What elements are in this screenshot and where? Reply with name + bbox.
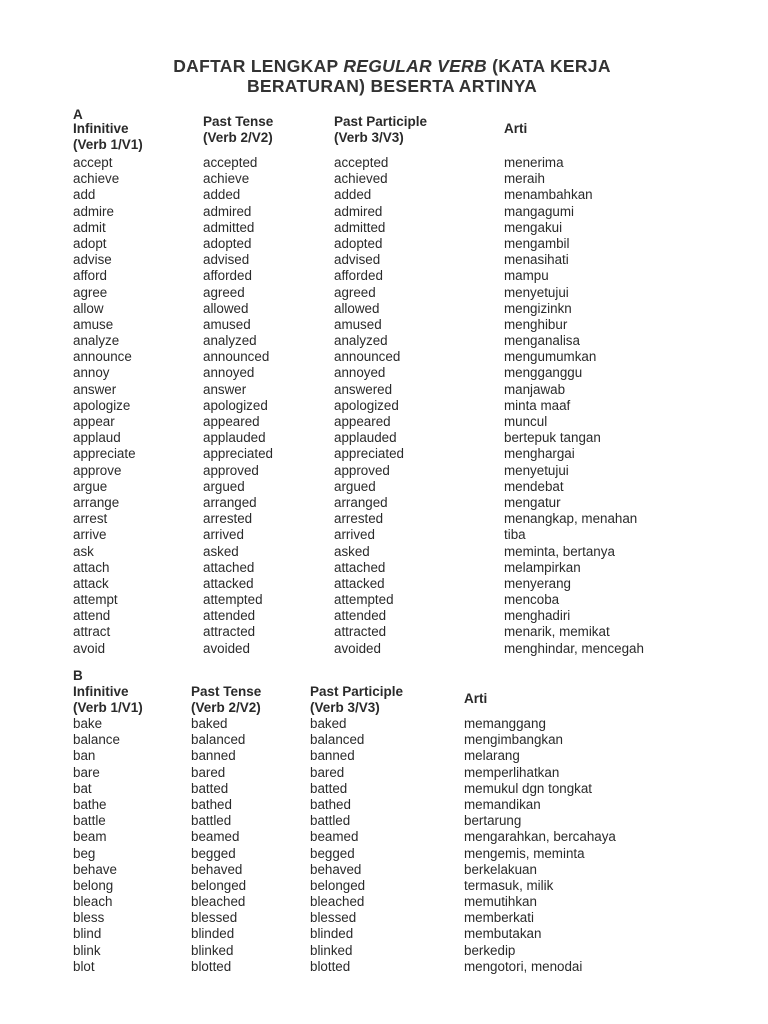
cell-infinitive: applaud — [73, 430, 121, 446]
cell-past-tense: advised — [203, 252, 250, 268]
cell-past-participle: blinked — [310, 942, 353, 958]
header-past-tense: Past Tense (Verb 2/V2) — [191, 684, 262, 715]
cell-past-participle: baked — [310, 716, 347, 731]
cell-past-participle: announced — [334, 349, 401, 365]
cell-arti: memanggang — [464, 716, 546, 731]
cell-past-participle: arrived — [334, 527, 375, 543]
cell-past-participle: behaved — [310, 861, 362, 877]
cell-past-tense: applauded — [203, 430, 266, 446]
cell-arti: mengizinkn — [504, 300, 572, 316]
table-row — [73, 285, 753, 301]
cell-past-participle: blessed — [310, 910, 357, 926]
table-row — [73, 781, 753, 797]
header-infinitive: Infinitive (Verb 1/V1) — [73, 684, 143, 715]
table-row — [73, 463, 753, 479]
table-row — [73, 204, 753, 220]
cell-arti: bertarung — [464, 813, 522, 829]
cell-infinitive: answer — [73, 381, 117, 397]
cell-arti: mengimbangkan — [464, 732, 564, 748]
cell-past-participle: afforded — [334, 268, 383, 284]
cell-past-participle: appreciated — [334, 446, 404, 462]
cell-arti: termasuk, milik — [464, 877, 554, 893]
section-a — [73, 107, 753, 657]
table-row — [73, 878, 753, 894]
table-row — [73, 765, 753, 781]
section-letter: B — [73, 668, 83, 683]
cell-infinitive: arrest — [73, 511, 108, 527]
cell-infinitive: afford — [73, 268, 107, 284]
table-row — [73, 398, 753, 414]
cell-past-participle: allowed — [334, 300, 380, 316]
cell-infinitive: blink — [73, 942, 101, 958]
cell-infinitive: annoy — [73, 365, 110, 381]
cell-arti: menghibur — [504, 316, 568, 332]
cell-infinitive: advise — [73, 252, 112, 268]
table-row — [73, 301, 753, 317]
cell-past-participle: balanced — [310, 732, 365, 748]
table-row — [73, 926, 753, 942]
table-row — [73, 495, 753, 511]
cell-arti: memberkati — [464, 910, 534, 926]
cell-past-participle: asked — [334, 543, 370, 559]
cell-past-participle: bleached — [310, 894, 365, 910]
cell-past-tense: approved — [203, 462, 259, 478]
cell-past-participle: bared — [310, 764, 345, 780]
cell-arti: berkedip — [464, 942, 516, 958]
cell-past-participle: arranged — [334, 494, 388, 510]
table-row — [73, 236, 753, 252]
table-row — [73, 813, 753, 829]
cell-arti: menyetujui — [504, 462, 569, 478]
cell-arti: menasihati — [504, 252, 569, 268]
cell-arti: berkelakuan — [464, 861, 537, 877]
table-row — [73, 171, 753, 187]
cell-past-participle: attended — [334, 608, 387, 624]
cell-arti: menghargai — [504, 446, 575, 462]
cell-past-participle: attached — [334, 559, 386, 575]
cell-arti: meminta, bertanya — [504, 543, 615, 559]
table-row — [73, 829, 753, 845]
cell-past-tense: adopted — [203, 235, 252, 251]
cell-past-participle: answered — [334, 381, 393, 397]
cell-infinitive: appreciate — [73, 446, 136, 462]
cell-past-tense: attempted — [203, 592, 263, 608]
cell-past-tense: bleached — [191, 894, 246, 910]
cell-past-tense: beamed — [191, 829, 240, 845]
cell-past-tense: attached — [203, 559, 255, 575]
table-row — [73, 748, 753, 764]
cell-past-tense: blessed — [191, 910, 238, 926]
header-past-tense: Past Tense (Verb 2/V2) — [203, 114, 274, 145]
cell-past-tense: admired — [203, 203, 252, 219]
header-arti: Arti — [504, 121, 528, 136]
cell-infinitive: adopt — [73, 235, 107, 251]
document-title — [0, 56, 768, 96]
cell-past-tense: attracted — [203, 624, 256, 640]
cell-past-tense: bathed — [191, 796, 232, 812]
cell-infinitive: attract — [73, 624, 111, 640]
cell-past-participle: blinded — [310, 926, 354, 942]
cell-past-participle: belonged — [310, 877, 366, 893]
cell-past-participle: attacked — [334, 575, 385, 591]
cell-arti: minta maaf — [504, 397, 571, 413]
cell-arti: menyerang — [504, 575, 571, 591]
cell-past-participle: achieved — [334, 171, 388, 187]
verb-table-b — [73, 716, 753, 975]
table-row — [73, 382, 753, 398]
table-row — [73, 943, 753, 959]
cell-arti: membutakan — [464, 926, 542, 942]
cell-infinitive: approve — [73, 462, 122, 478]
cell-past-participle: adopted — [334, 235, 383, 251]
table-row — [73, 479, 753, 495]
header-past-participle: Past Participle (Verb 3/V3) — [310, 684, 404, 715]
header-past-participle: Past Participle (Verb 3/V3) — [334, 114, 428, 145]
table-row — [73, 732, 753, 748]
cell-infinitive: achieve — [73, 171, 120, 187]
cell-past-tense: bared — [191, 764, 226, 780]
cell-infinitive: bake — [73, 716, 103, 731]
cell-past-participle: applauded — [334, 430, 397, 446]
table-row — [73, 446, 753, 462]
cell-infinitive: amuse — [73, 316, 114, 332]
cell-past-participle: apologized — [334, 397, 399, 413]
cell-arti: memukul dgn tongkat — [464, 780, 593, 796]
cell-infinitive: attend — [73, 608, 111, 624]
cell-infinitive: attempt — [73, 592, 118, 608]
title-line-1: DAFTAR LENGKAP REGULAR VERB (KATA KERJA — [173, 56, 611, 76]
cell-arti: menarik, memikat — [504, 624, 610, 640]
cell-arti: menerima — [504, 155, 564, 170]
cell-infinitive: blot — [73, 958, 95, 974]
cell-infinitive: attach — [73, 559, 110, 575]
cell-past-tense: avoided — [203, 640, 250, 656]
cell-past-participle: battled — [310, 813, 351, 829]
table-row — [73, 544, 753, 560]
cell-arti: mengemis, meminta — [464, 845, 585, 861]
column-headers — [73, 682, 753, 716]
cell-infinitive: blind — [73, 926, 102, 942]
cell-past-participle: argued — [334, 478, 376, 494]
cell-past-tense: agreed — [203, 284, 245, 300]
cell-arti: meraih — [504, 171, 545, 187]
table-row — [73, 910, 753, 926]
cell-arti: memperlihatkan — [464, 764, 560, 780]
cell-past-tense: belonged — [191, 877, 247, 893]
cell-past-tense: asked — [203, 543, 239, 559]
cell-infinitive: bathe — [73, 796, 107, 812]
cell-infinitive: battle — [73, 813, 106, 829]
cell-arti: menambahkan — [504, 187, 593, 203]
cell-arti: mengakui — [504, 219, 563, 235]
cell-infinitive: agree — [73, 284, 108, 300]
cell-arti: mangagumi — [504, 203, 574, 219]
cell-arti: mengganggu — [504, 365, 583, 381]
cell-infinitive: accept — [73, 155, 113, 170]
table-row — [73, 430, 753, 446]
cell-infinitive: attack — [73, 575, 109, 591]
cell-infinitive: bare — [73, 764, 100, 780]
cell-infinitive: beg — [73, 845, 96, 861]
cell-past-participle: advised — [334, 252, 381, 268]
header-arti: Arti — [464, 691, 488, 706]
cell-past-participle: approved — [334, 462, 390, 478]
cell-infinitive: admit — [73, 219, 106, 235]
cell-arti: melampirkan — [504, 559, 581, 575]
table-row — [73, 333, 753, 349]
cell-past-participle: arrested — [334, 511, 384, 527]
cell-arti: memutihkan — [464, 894, 537, 910]
cell-past-participle: admitted — [334, 219, 386, 235]
cell-past-participle: accepted — [334, 155, 389, 170]
cell-arti: menghindar, mencegah — [504, 640, 644, 656]
table-row — [73, 576, 753, 592]
table-row — [73, 349, 753, 365]
cell-infinitive: bat — [73, 780, 92, 796]
cell-past-tense: blinked — [191, 942, 234, 958]
cell-arti: menghadiri — [504, 608, 571, 624]
cell-past-participle: amused — [334, 316, 382, 332]
cell-infinitive: argue — [73, 478, 108, 494]
cell-arti: menangkap, menahan — [504, 511, 638, 527]
cell-past-participle: agreed — [334, 284, 376, 300]
cell-past-tense: added — [203, 187, 241, 203]
table-row — [73, 716, 753, 732]
cell-past-tense: appreciated — [203, 446, 273, 462]
cell-arti: bertepuk tangan — [504, 430, 601, 446]
table-row — [73, 187, 753, 203]
cell-arti: menganalisa — [504, 333, 580, 349]
cell-infinitive: arrive — [73, 527, 107, 543]
cell-infinitive: admire — [73, 203, 114, 219]
cell-past-participle: appeared — [334, 414, 391, 429]
cell-infinitive: bleach — [73, 894, 113, 910]
table-row — [73, 959, 753, 975]
cell-past-participle: avoided — [334, 640, 381, 656]
table-row — [73, 365, 753, 381]
cell-infinitive: arrange — [73, 494, 120, 510]
cell-arti: mengatur — [504, 494, 561, 510]
table-row — [73, 317, 753, 333]
cell-arti: mengambil — [504, 235, 570, 251]
cell-past-participle: attempted — [334, 592, 394, 608]
cell-arti: mendebat — [504, 478, 564, 494]
cell-past-tense: apologized — [203, 397, 268, 413]
header-infinitive: Infinitive (Verb 1/V1) — [73, 121, 143, 152]
cell-past-tense: appeared — [203, 414, 260, 429]
cell-infinitive: analyze — [73, 333, 120, 349]
cell-arti: mengumumkan — [504, 349, 597, 365]
table-row — [73, 797, 753, 813]
cell-past-tense: banned — [191, 748, 236, 764]
cell-arti: menyetujui — [504, 284, 569, 300]
table-row — [73, 846, 753, 862]
table-row — [73, 560, 753, 576]
cell-infinitive: appear — [73, 414, 115, 429]
cell-past-participle: attracted — [334, 624, 387, 640]
cell-infinitive: add — [73, 187, 96, 203]
cell-past-tense: argued — [203, 478, 245, 494]
cell-past-tense: behaved — [191, 861, 243, 877]
title-line-2: BERATURAN) BESERTA ARTINYA — [246, 76, 538, 96]
table-row — [73, 414, 753, 430]
cell-past-tense: answer — [203, 381, 247, 397]
cell-past-tense: arrived — [203, 527, 244, 543]
cell-infinitive: apologize — [73, 397, 131, 413]
cell-past-tense: allowed — [203, 300, 249, 316]
table-row — [73, 527, 753, 543]
cell-past-tense: baked — [191, 716, 228, 731]
cell-past-tense: afforded — [203, 268, 252, 284]
cell-past-tense: annoyed — [203, 365, 255, 381]
cell-arti: melarang — [464, 748, 520, 764]
cell-infinitive: announce — [73, 349, 132, 365]
cell-past-participle: annoyed — [334, 365, 386, 381]
cell-infinitive: belong — [73, 877, 114, 893]
cell-past-tense: attended — [203, 608, 256, 624]
table-row — [73, 862, 753, 878]
cell-infinitive: ask — [73, 543, 94, 559]
cell-past-tense: blotted — [191, 958, 232, 974]
cell-arti: mengotori, menodai — [464, 958, 583, 974]
cell-past-participle: batted — [310, 780, 348, 796]
cell-past-participle: bathed — [310, 796, 351, 812]
cell-arti: mampu — [504, 268, 549, 284]
cell-arti: memandikan — [464, 796, 541, 812]
cell-arti: mengarahkan, bercahaya — [464, 829, 616, 845]
table-row — [73, 220, 753, 236]
cell-arti: tiba — [504, 527, 526, 543]
cell-past-tense: achieve — [203, 171, 250, 187]
column-headers — [73, 114, 753, 155]
cell-past-participle: banned — [310, 748, 355, 764]
cell-past-tense: announced — [203, 349, 270, 365]
cell-past-tense: attacked — [203, 575, 254, 591]
table-row — [73, 608, 753, 624]
cell-infinitive: ban — [73, 748, 96, 764]
cell-past-tense: balanced — [191, 732, 246, 748]
cell-arti: mencoba — [504, 592, 560, 608]
table-row — [73, 511, 753, 527]
cell-infinitive: beam — [73, 829, 107, 845]
table-row — [73, 252, 753, 268]
table-row — [73, 624, 753, 640]
cell-arti: muncul — [504, 414, 548, 429]
cell-past-tense: blinded — [191, 926, 235, 942]
cell-past-tense: battled — [191, 813, 232, 829]
section-letter: A — [73, 107, 83, 122]
cell-arti: manjawab — [504, 381, 566, 397]
cell-past-participle: begged — [310, 845, 355, 861]
table-row — [73, 155, 753, 171]
cell-infinitive: avoid — [73, 640, 106, 656]
cell-past-participle: beamed — [310, 829, 359, 845]
table-row — [73, 894, 753, 910]
cell-past-tense: begged — [191, 845, 236, 861]
cell-past-tense: batted — [191, 780, 229, 796]
cell-infinitive: balance — [73, 732, 120, 748]
cell-past-participle: admired — [334, 203, 383, 219]
table-row — [73, 641, 753, 657]
table-row — [73, 592, 753, 608]
verb-table-a — [73, 155, 753, 657]
cell-infinitive: behave — [73, 861, 117, 877]
cell-past-tense: arranged — [203, 494, 257, 510]
cell-infinitive: bless — [73, 910, 105, 926]
cell-past-tense: amused — [203, 316, 251, 332]
cell-past-participle: analyzed — [334, 333, 388, 349]
cell-past-tense: arrested — [203, 511, 253, 527]
cell-past-participle: added — [334, 187, 372, 203]
section-b — [73, 668, 753, 975]
cell-past-participle: blotted — [310, 958, 351, 974]
cell-past-tense: accepted — [203, 155, 258, 170]
cell-past-tense: admitted — [203, 219, 255, 235]
table-row — [73, 268, 753, 284]
cell-infinitive: allow — [73, 300, 104, 316]
cell-past-tense: analyzed — [203, 333, 257, 349]
